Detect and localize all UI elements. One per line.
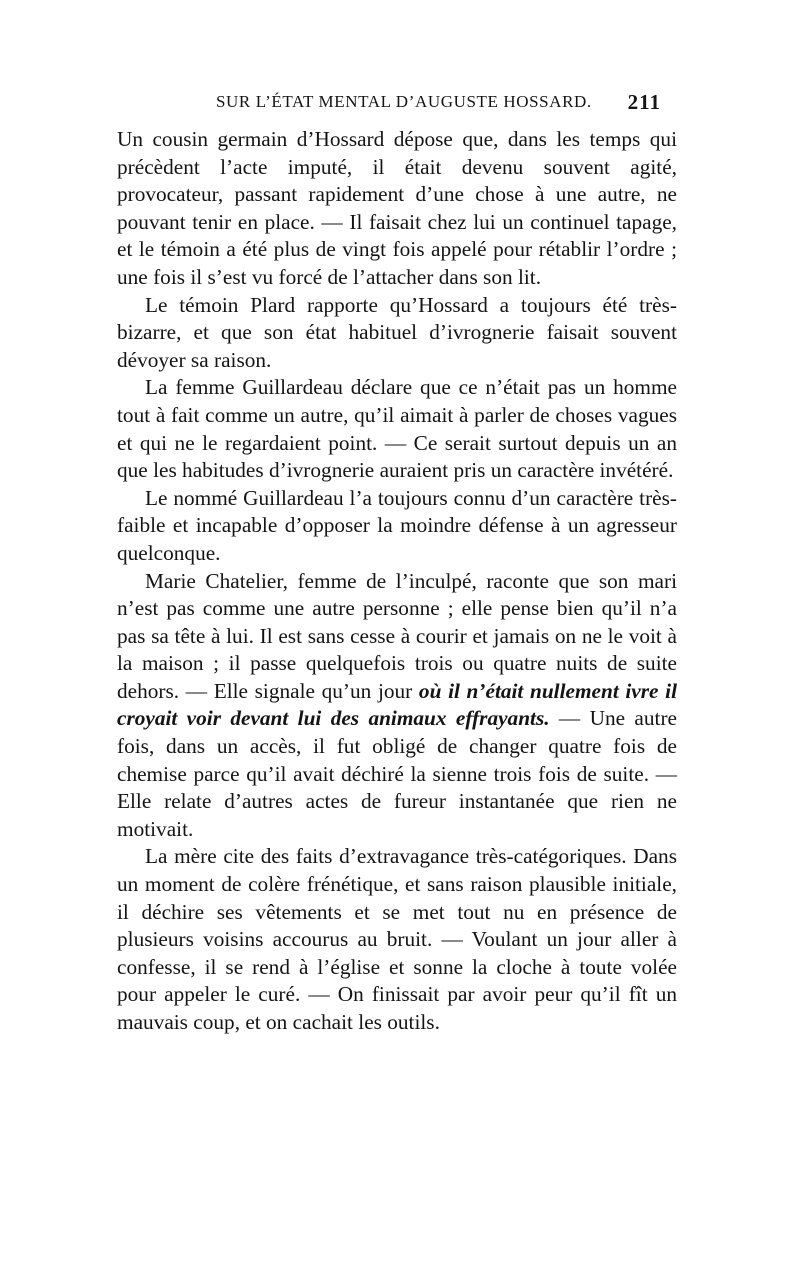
paragraph-text: — Une autre fois, dans un accès, il fut obligé de changer quatre fois de chemise parce qu’il avait déchiré la sienne trois fois de suite. — Elle relate d’autres actes de fureur instantanée que rien ne motivait. [117, 706, 677, 841]
running-header [216, 92, 661, 116]
running-title: SUR L’ÉTAT MENTAL D’AUGUSTE HOSSARD. [216, 92, 592, 111]
paragraph-text: Marie Chatelier, femme de l’inculpé, raconte que son mari n’est pas comme une autre personne ; elle pense bien qu’il n’a pas sa tête à lui. Il est sans cesse à courir et jamais on ne le voit à la maison ; il passe quelquefois trois ou quatre nuits de suite dehors. — Elle signale qu’un jour [117, 568, 677, 703]
paragraph-marie-chatelier-testimony [117, 568, 677, 844]
paragraph-guillardeau-woman-testimony: La femme Guillardeau déclare que ce n’était pas un homme tout à fait comme un autre, qu’il aimait à parler de choses vagues et qui ne le regardaient point. — Ce serait surtout depuis un an que les habitudes d’ivrognerie auraient pris un caractère invétéré. [117, 375, 677, 483]
paragraph-guillardeau-man-testimony: Le nommé Guillardeau l’a toujours connu d’un caractère très-faible et incapable d’opposer la moindre défense à un agresseur quelconque. [117, 485, 677, 565]
paragraph-mother-testimony: La mère cite des faits d’extravagance très-catégoriques. Dans un moment de colère frénétique, et sans raison plausible initiale, il déchire ses vêtements et se met tout nu en présence de plusieurs voisins accourus au bruit. — Voulant un jour aller à confesse, il se rend à l’église et sonne la cloche à toute volée pour appeler le curé. — On finissait par avoir peur qu’il fît un mauvais coup, et on cachait les outils. [117, 844, 677, 1034]
italic-quotation: où il n’était nullement ivre il croyait voir devant lui des animaux effrayants. [117, 678, 677, 731]
paragraph-plard-testimony: Le témoin Plard rapporte qu’Hossard a toujours été très-bizarre, et que son état habituel d’ivrognerie faisait souvent dévoyer sa raison. [117, 292, 677, 372]
page-number: 211 [627, 90, 661, 114]
body-text [117, 126, 677, 1037]
paragraph-cousin-testimony: Un cousin germain d’Hossard dépose que, dans les temps qui précèdent l’acte imputé, il était devenu souvent agité, provocateur, passant rapidement d’une chose à une autre, ne pouvant tenir en place. — Il faisait chez lui un continuel tapage, et le témoin a été plus de vingt fois appelé pour rétablir l’ordre ; une fois il s’est vu forcé de l’attacher dans son lit. [117, 127, 677, 289]
